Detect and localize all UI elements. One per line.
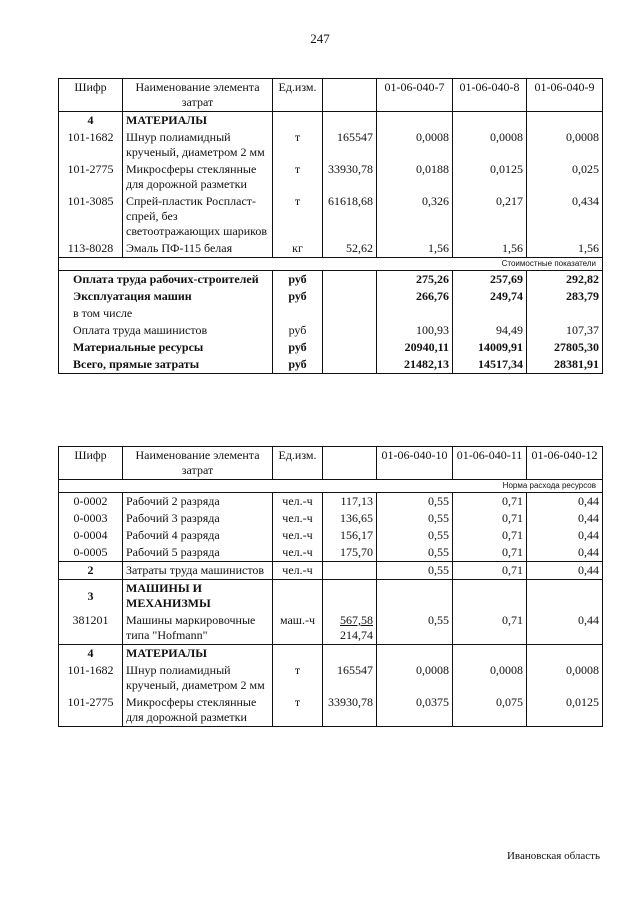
table-row xyxy=(59,193,603,240)
row-name: Спрей-пластик Роспласт-спрей, без светоотражающих шариков xyxy=(123,193,273,240)
col-header-norm-2: 01-06-040-8 xyxy=(453,79,527,112)
summary-unit xyxy=(273,305,323,322)
row-value-2: 0,075 xyxy=(453,694,527,727)
summary-value-3: 292,82 xyxy=(527,271,603,289)
row-value-2: 0,217 xyxy=(453,193,527,240)
section-title: МАТЕРИАЛЫ xyxy=(123,645,273,663)
col-header-norm-2: 01-06-040-11 xyxy=(453,447,527,480)
row-value-2: 0,71 xyxy=(453,493,527,511)
footer-region: Ивановская область xyxy=(506,850,600,862)
table-row xyxy=(59,240,603,258)
page-number: 247 xyxy=(310,31,330,46)
row-value-3: 0,44 xyxy=(527,510,603,527)
row-unit: т xyxy=(273,694,323,727)
table-row xyxy=(59,510,603,527)
col-header-code: Шифр xyxy=(59,447,123,480)
summary-value-3: 27805,30 xyxy=(527,339,603,356)
row-name: Эмаль ПФ-115 белая xyxy=(123,240,273,258)
row-price xyxy=(323,562,377,580)
row-value-1: 0,326 xyxy=(377,193,453,240)
row-code: 0-0002 xyxy=(59,493,123,511)
row-name: Рабочий 3 разряда xyxy=(123,510,273,527)
col-header-price xyxy=(323,79,377,112)
summary-value-1 xyxy=(377,305,453,322)
row-value-3: 0,44 xyxy=(527,612,603,645)
table-row xyxy=(59,493,603,511)
col-header-unit: Ед.изм. xyxy=(273,79,323,112)
row-value-3: 0,434 xyxy=(527,193,603,240)
summary-unit: руб xyxy=(273,271,323,289)
row-price: 33930,78 xyxy=(323,161,377,193)
summary-unit: руб xyxy=(273,356,323,374)
row-value-1: 0,55 xyxy=(377,527,453,544)
summary-name: Эксплуатация машин xyxy=(59,288,273,305)
row-value-1: 1,56 xyxy=(377,240,453,258)
row-value-3: 0,44 xyxy=(527,562,603,580)
row-name: Микросферы стеклянные для дорожной разметки xyxy=(123,161,273,193)
row-value-3: 0,44 xyxy=(527,527,603,544)
row-value-2: 0,71 xyxy=(453,612,527,645)
table-row xyxy=(59,129,603,161)
summary-name: Материальные ресурсы xyxy=(59,339,273,356)
row-name: Рабочий 5 разряда xyxy=(123,544,273,562)
row-price: 33930,78 xyxy=(323,694,377,727)
cost-note-row xyxy=(59,258,603,271)
summary-row xyxy=(59,271,603,289)
row-unit: чел.-ч xyxy=(273,562,323,580)
col-header-name: Наименование элемента затрат xyxy=(123,79,273,112)
row-value-2: 0,0008 xyxy=(453,662,527,694)
col-header-norm-1: 01-06-040-10 xyxy=(377,447,453,480)
summary-name: Оплата труда рабочих-строителей xyxy=(59,271,273,289)
section-code: 4 xyxy=(59,645,123,663)
row-unit: кг xyxy=(273,240,323,258)
cost-note: Стоимостные показатели xyxy=(59,258,603,271)
row-name: Рабочий 2 разряда xyxy=(123,493,273,511)
row-code: 101-2775 xyxy=(59,694,123,727)
row-value-3: 0,025 xyxy=(527,161,603,193)
table-header-row xyxy=(59,79,603,112)
section-code: 2 xyxy=(59,562,123,580)
summary-value-1: 21482,13 xyxy=(377,356,453,374)
row-name: Микросферы стеклянные для дорожной разметки xyxy=(123,694,273,727)
row-value-1: 0,55 xyxy=(377,493,453,511)
row-unit: т xyxy=(273,161,323,193)
col-header-price xyxy=(323,447,377,480)
summary-value-3: 28381,91 xyxy=(527,356,603,374)
summary-row xyxy=(59,339,603,356)
resource-table-2 xyxy=(58,446,603,727)
summary-name: Оплата труда машинистов xyxy=(59,322,273,339)
row-price: 136,65 xyxy=(323,510,377,527)
table-row xyxy=(59,694,603,727)
row-unit: т xyxy=(273,193,323,240)
row-value-1: 0,55 xyxy=(377,544,453,562)
summary-row xyxy=(59,305,603,322)
col-header-code: Шифр xyxy=(59,79,123,112)
row-value-1: 0,0008 xyxy=(377,129,453,161)
row-value-1: 0,0188 xyxy=(377,161,453,193)
summary-unit: руб xyxy=(273,288,323,305)
row-value-3: 0,0125 xyxy=(527,694,603,727)
row-unit: т xyxy=(273,662,323,694)
row-code: 101-3085 xyxy=(59,193,123,240)
section-row-machines xyxy=(59,580,603,613)
row-code: 101-1682 xyxy=(59,129,123,161)
table-row xyxy=(59,527,603,544)
summary-row xyxy=(59,322,603,339)
row-value-3: 0,0008 xyxy=(527,129,603,161)
section-title: МАШИНЫ И МЕХАНИЗМЫ xyxy=(123,580,273,613)
section-code: 3 xyxy=(59,580,123,613)
row-price: 165547 xyxy=(323,662,377,694)
summary-unit: руб xyxy=(273,322,323,339)
row-value-3: 1,56 xyxy=(527,240,603,258)
summary-value-3: 283,79 xyxy=(527,288,603,305)
row-price: 175,70 xyxy=(323,544,377,562)
summary-name: в том числе xyxy=(59,305,273,322)
summary-row xyxy=(59,288,603,305)
section-code: 4 xyxy=(59,112,123,130)
row-price: 165547 xyxy=(323,129,377,161)
resource-table-1 xyxy=(58,78,603,374)
row-name: Шнур полиамидный крученый, диаметром 2 мм xyxy=(123,662,273,694)
section-title: МАТЕРИАЛЫ xyxy=(123,112,273,130)
section-row-operators xyxy=(59,562,603,580)
summary-value-1: 100,93 xyxy=(377,322,453,339)
row-unit: чел.-ч xyxy=(273,544,323,562)
col-header-unit: Ед.изм. xyxy=(273,447,323,480)
summary-value-1: 20940,11 xyxy=(377,339,453,356)
row-code: 113-8028 xyxy=(59,240,123,258)
summary-value-1: 275,26 xyxy=(377,271,453,289)
row-code: 0-0004 xyxy=(59,527,123,544)
row-code: 101-1682 xyxy=(59,662,123,694)
row-unit: маш.-ч xyxy=(273,612,323,645)
row-value-2: 0,71 xyxy=(453,562,527,580)
row-code: 101-2775 xyxy=(59,161,123,193)
row-code: 0-0005 xyxy=(59,544,123,562)
row-value-2: 0,71 xyxy=(453,510,527,527)
row-price: 117,13 xyxy=(323,493,377,511)
norm-note: Норма расхода ресурсов xyxy=(59,480,603,493)
summary-name: Всего, прямые затраты xyxy=(59,356,273,374)
row-value-1: 0,55 xyxy=(377,562,453,580)
summary-value-2: 249,74 xyxy=(453,288,527,305)
row-value-2: 0,0008 xyxy=(453,129,527,161)
row-value-1: 0,0375 xyxy=(377,694,453,727)
row-unit: чел.-ч xyxy=(273,510,323,527)
summary-value-3: 107,37 xyxy=(527,322,603,339)
row-name: Шнур полиамидный крученый, диаметром 2 мм xyxy=(123,129,273,161)
col-header-norm-3: 01-06-040-9 xyxy=(527,79,603,112)
section-row-materials xyxy=(59,112,603,130)
row-code: 381201 xyxy=(59,612,123,645)
row-name: Машины маркировочные типа "Hofmann" xyxy=(123,612,273,645)
col-header-name: Наименование элемента затрат xyxy=(123,447,273,480)
row-value-2: 0,71 xyxy=(453,544,527,562)
summary-value-2: 14517,34 xyxy=(453,356,527,374)
row-name: Затраты труда машинистов xyxy=(123,562,273,580)
row-value-2: 1,56 xyxy=(453,240,527,258)
row-value-3: 0,44 xyxy=(527,493,603,511)
col-header-norm-1: 01-06-040-7 xyxy=(377,79,453,112)
table-row xyxy=(59,161,603,193)
row-price: 156,17 xyxy=(323,527,377,544)
row-value-1: 0,55 xyxy=(377,510,453,527)
table-row xyxy=(59,612,603,645)
row-unit: т xyxy=(273,129,323,161)
summary-value-2: 94,49 xyxy=(453,322,527,339)
summary-unit: руб xyxy=(273,339,323,356)
row-price-top: 567,58 xyxy=(340,613,373,627)
row-unit: чел.-ч xyxy=(273,527,323,544)
table-row xyxy=(59,544,603,562)
table-row xyxy=(59,662,603,694)
row-unit: чел.-ч xyxy=(273,493,323,511)
summary-value-2: 14009,91 xyxy=(453,339,527,356)
row-code: 0-0003 xyxy=(59,510,123,527)
section-row-materials xyxy=(59,645,603,663)
row-value-2: 0,0125 xyxy=(453,161,527,193)
row-value-3: 0,44 xyxy=(527,544,603,562)
row-price: 61618,68 xyxy=(323,193,377,240)
summary-value-3 xyxy=(527,305,603,322)
col-header-norm-3: 01-06-040-12 xyxy=(527,447,603,480)
summary-value-2: 257,69 xyxy=(453,271,527,289)
table-header-row xyxy=(59,447,603,480)
summary-value-1: 266,76 xyxy=(377,288,453,305)
row-price-bottom: 214,74 xyxy=(340,628,373,642)
row-value-1: 0,55 xyxy=(377,612,453,645)
summary-row-total xyxy=(59,356,603,374)
row-name: Рабочий 4 разряда xyxy=(123,527,273,544)
summary-value-2 xyxy=(453,305,527,322)
row-value-1: 0,0008 xyxy=(377,662,453,694)
row-price xyxy=(323,612,377,645)
row-value-2: 0,71 xyxy=(453,527,527,544)
row-price: 52,62 xyxy=(323,240,377,258)
norm-note-row xyxy=(59,480,603,493)
row-value-3: 0,0008 xyxy=(527,662,603,694)
